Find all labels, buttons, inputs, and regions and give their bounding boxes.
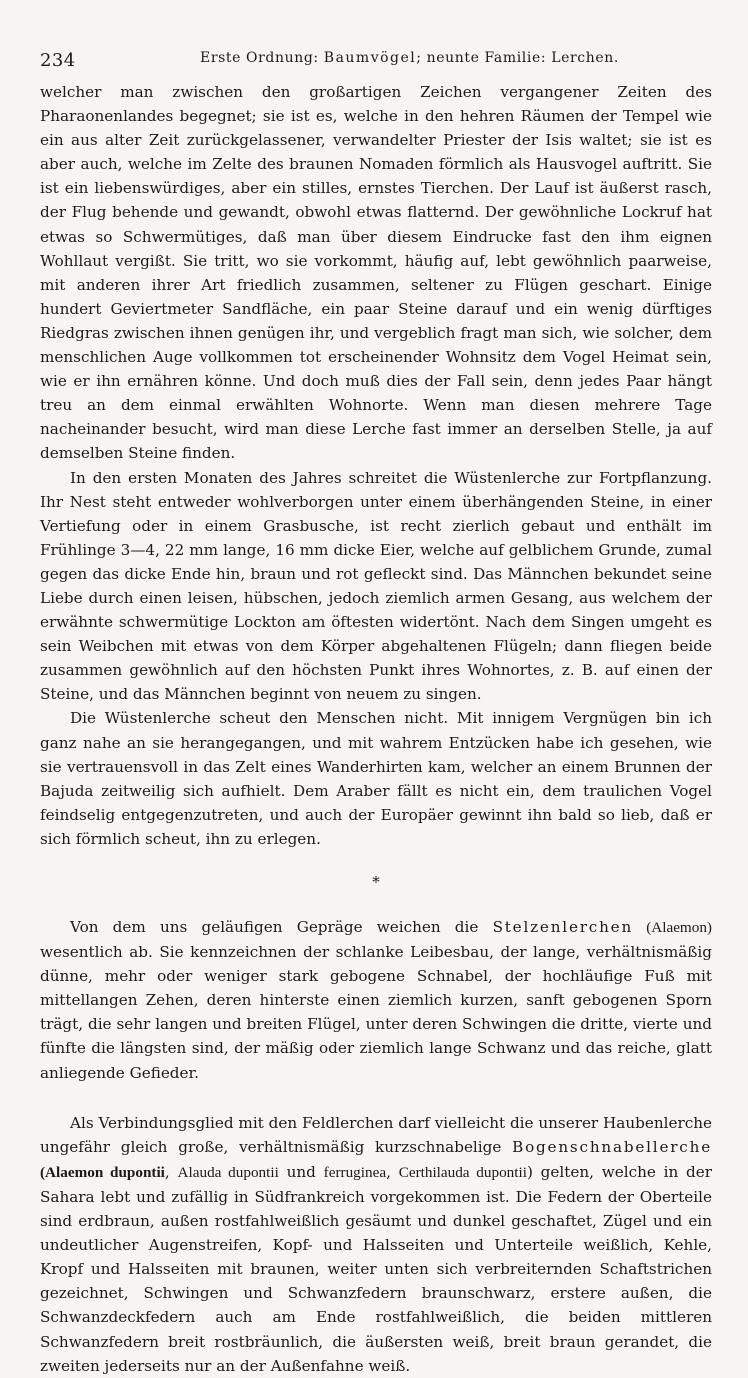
paragraph-desert-lark-breeding: In den ersten Monaten des Jahres schreitet die Wüstenlerche zur Fortpflanzung. Ihr Nest steht entweder wohlverborgen unter einem überhängenden Steine, in einer Vertiefung oder in einem Grasbusche, ist recht zierlich gebaut und enthält im Frühlinge 3—4, 22 mm lange, 16 mm dicke Eier, welche auf gelblichem Grunde, zumal gegen das dicke Ende hin, braun und rot gefleckt sind. Das Männchen bekundet seine Liebe durch einen leisen, hübschen, jedoch ziemlich armen Gesang, aus welchem der erwähnte schwermütige Lockton am öftesten widertönt. Nach dem Singen umgeht es sein Weibchen mit etwas von dem Körper abgehaltenen Flügeln; dann fliegen beide zusammen gewöhnlich auf den höchsten Punkt ihres Wohnortes, z. B. auf einen der Steine, und das Männchen beginnt von neuem zu singen.: [40, 468, 712, 704]
p5-sep2: ,: [386, 1162, 399, 1181]
running-head-family: Baumvögel: [323, 50, 417, 66]
p5-sep1: ,: [164, 1162, 178, 1181]
running-head-mid: ; neunte Familie:: [416, 50, 552, 66]
running-head: [200, 50, 619, 66]
paragraph-desert-lark-habitat: welcher man zwischen den großartigen Zeichen vergangener Zeiten des Pharaonenlandes begegnet; sie ist es, welche in den hehren Räumen der Tempel wie ein aus alter Zeit zurückgelassener, verwandelter Priester der Isis waltet; sie ist es aber auch, welche im Zelte des braunen Nomaden förmlich als Hausvogel auftritt. Sie ist ein liebenswürdiges, aber ein stilles, ernstes Tierchen. Der Lauf ist äußerst rasch, der Flug behende und gewandt, obwohl etwas flatternd. Der gewöhnliche Lockruf hat etwas so Schwermütiges, daß man über diesem Eindrucke fast den ihm eignen Wohllaut vergißt. Sie tritt, wo sie vorkommt, häufig auf, lebt gewöhnlich paarweise, mit anderen ihrer Art friedlich zusammen, seltener zu Flügen geschart. Einige hundert Geviertmeter Sandfläche, ein paar Steine darauf und ein wenig dürftiges Riedgras zwischen ihnen genügen ihr, und vergeblich fragt man sich, wie solcher, dem menschlichen Auge vollkommen tot erscheinender Wohnsitz dem Vogel Heimat sein, wie er ihn ernähren könne. Und doch muß dies der Fall sein, denn jedes Paar hängt treu an dem einmal erwählten Wohnorte. Wenn man diesen mehrere Tage nacheinander besucht, wird man diese Lerche fast immer an derselben Stelle, ja auf demselben Steine finden.: [40, 83, 712, 463]
term-bogenschnabellerche: Bogenschnabellerche: [512, 1137, 712, 1156]
paragraph-stelzenlerchen: [40, 915, 712, 1085]
p5-text-post: ) gelten, welche in der Sahara lebt und zufällig in Südfrankreich vorgekommen ist. Die Federn der Oberteile sind erdbraun, außen rostfahlweißlich gesäumt und dunkel geschaftet, Zügel und ein undeutlicher Augenstreifen, Kopf- und Halsseiten und Unterteile weißlich, Kehle, Kropf und Halsseiten mit braunen, weiter unten sich verbreiternden Schaftstrichen gezeichnet, Schwingen und Schwanzfedern braunschwarz, erstere außen, die Schwanzdeckfedern auch am Ende rostfahlweißlich, die beiden mittleren Schwanzfedern breit rostbräunlich, die äußersten weiß, breit braun gerandet, die zweiten jederseits nur an der Außenfahne weiß.: [40, 1162, 713, 1375]
latin-alaemon: (Alaemon): [633, 919, 712, 936]
p4-text-pre: Von dem uns geläufigen Gepräge weichen die: [70, 918, 493, 936]
paragraph-gap: [40, 1085, 712, 1111]
latin-ferruginea: ferruginea: [323, 1163, 387, 1181]
paragraph-bogenschnabellerche: [40, 1111, 712, 1378]
latin-certhilauda-dupontii: Certhilauda dupontii: [398, 1163, 527, 1181]
paragraph-desert-lark-behavior: Die Wüstenlerche scheut den Menschen nicht. Mit innigem Vergnügen bin ich ganz nahe an sie herangegangen, und mit wahrem Entzücken habe ich gesehen, wie sie vertrauensvoll in das Zelt eines Wanderhirten kam, welcher an einem Brunnen der Bajuda zeitweilig sich aufhielt. Dem Araber fällt es nicht ein, dem traulichen Vogel feindselig entgegenzutreten, und auch der Europäer gewinnt ihn bald so lieb, daß er sich förmlich scheut, ihn zu erlegen.: [40, 709, 712, 848]
latin-alauda-dupontii: Alauda dupontii: [177, 1163, 279, 1181]
running-head-family2: Lerchen: [551, 50, 614, 66]
p5-text-pre: Als Verbindungsglied mit den Feldlerchen darf vielleicht die unserer Haubenlerche ungefähr gleich große, verhältnismäßig kurzschnabelige: [40, 1113, 712, 1156]
running-head-order: Erste Ordnung:: [200, 50, 324, 66]
p5-und: und: [278, 1162, 324, 1181]
page-number: 234: [40, 50, 76, 71]
term-stelzenlerchen: Stelzenlerchen: [492, 918, 634, 936]
running-head-end: .: [613, 50, 619, 66]
p4-text-post: wesentlich ab. Sie kennzeichnen der schlanke Leibesbau, der lange, verhältnismäßig dünne, mehr oder weniger stark gebogene Schnabel, der hochläufige Fuß mit mittellangen Zehen, deren hinterste einen ziemlich kurzen, sanft gebogenen Sporn trägt, die sehr langen und breiten Flügel, unter deren Schwingen die dritte, vierte und fünfte die längsten sind, der mäßig oder ziemlich lange Schwanz und das reiche, glatt anliegende Gefieder.: [40, 943, 712, 1082]
page-header: [40, 44, 712, 78]
section-separator: *: [372, 873, 380, 891]
latin-alaemon-dupontii: (Alaemon dupontii: [40, 1163, 165, 1181]
